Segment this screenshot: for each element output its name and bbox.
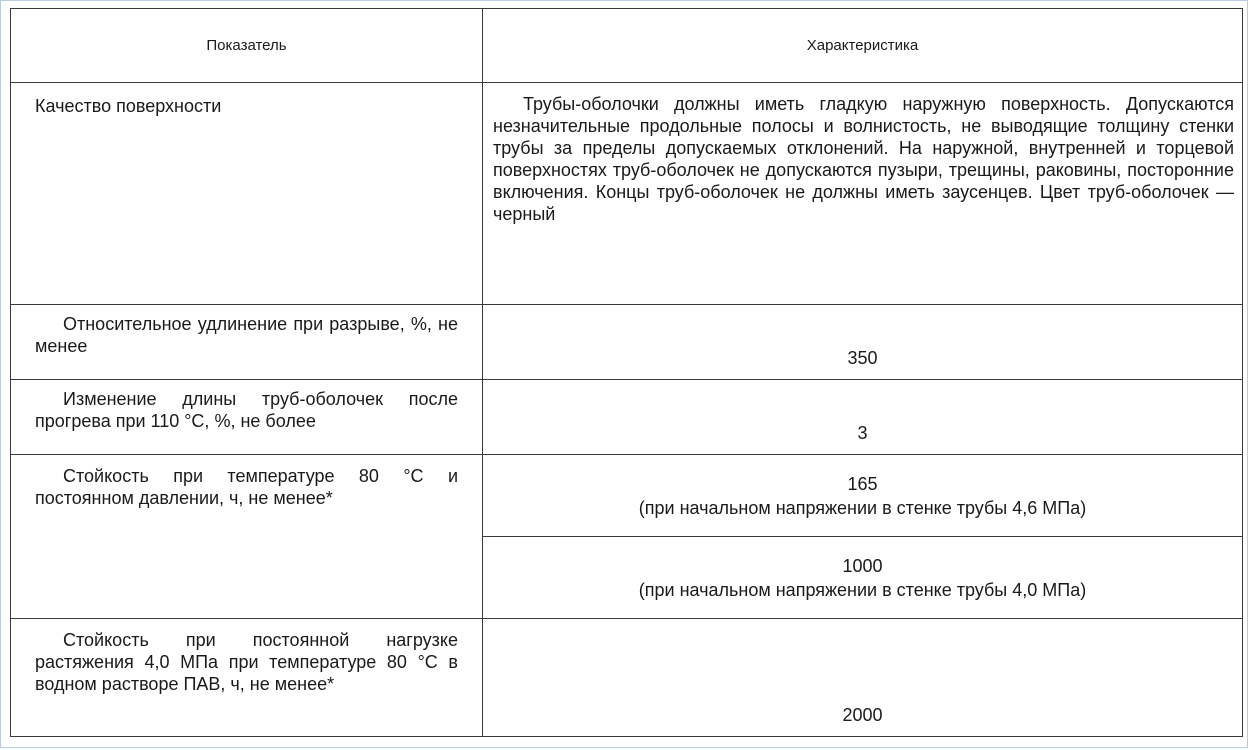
row-indicator-tension-resistance <box>11 619 483 737</box>
value-number: 165 <box>847 473 878 494</box>
table-row <box>11 455 1243 537</box>
indicator-text: Относительное удлинение при разрыве, %, не менее <box>35 314 458 356</box>
indicator-text: Изменение длины труб-оболочек после прогрева при 110 °С, %, не более <box>35 389 458 431</box>
row-value-tension-resistance: 2000 <box>483 619 1243 737</box>
table-row <box>11 305 1243 380</box>
row-value-length-change: 3 <box>483 380 1243 455</box>
row-value-elongation: 350 <box>483 305 1243 380</box>
table-row <box>11 83 1243 305</box>
header-characteristic: Характеристика <box>483 9 1243 83</box>
properties-table <box>10 8 1243 737</box>
value-note: (при начальном напряжении в стенке трубы 4,6 МПа) <box>638 497 1087 518</box>
row-indicator-elongation <box>11 305 483 380</box>
row-value-pressure-1000 <box>483 537 1243 619</box>
value-note: (при начальном напряжении в стенке трубы 4,0 МПа) <box>638 579 1087 600</box>
document-page <box>10 8 1242 746</box>
value-number: 1000 <box>842 555 883 576</box>
indicator-text: Стойкость при температуре 80 °С и постоянном давлении, ч, не менее* <box>35 466 458 508</box>
row-indicator-length-change <box>11 380 483 455</box>
row-indicator-pressure-resistance <box>11 455 483 619</box>
indicator-text: Качество поверхности <box>35 96 222 116</box>
table-row <box>11 619 1243 737</box>
header-indicator: Показатель <box>11 9 483 83</box>
table-header-row <box>11 9 1243 83</box>
row-characteristic-surface-quality: Трубы-оболочки должны иметь гладкую наружную поверхность. Допускаются незначительные продольные полосы и волнистость, не выводящие толщину стенки трубы за пределы допускаемых отклонений. На наружной, внутренней и торцевой поверхностях труб-оболочек не допускаются пузыри, трещины, раковины, посторонние включения. Концы труб-оболочек не должны иметь заусенцев. Цвет труб-оболочек — черный <box>483 83 1243 305</box>
indicator-text: Стойкость при постоянной нагрузке растяжения 4,0 МПа при температуре 80 °С в водном растворе ПАВ, ч, не менее* <box>35 630 458 694</box>
row-value-pressure-165 <box>483 455 1243 537</box>
row-indicator-surface-quality <box>11 83 483 305</box>
table-row <box>11 380 1243 455</box>
